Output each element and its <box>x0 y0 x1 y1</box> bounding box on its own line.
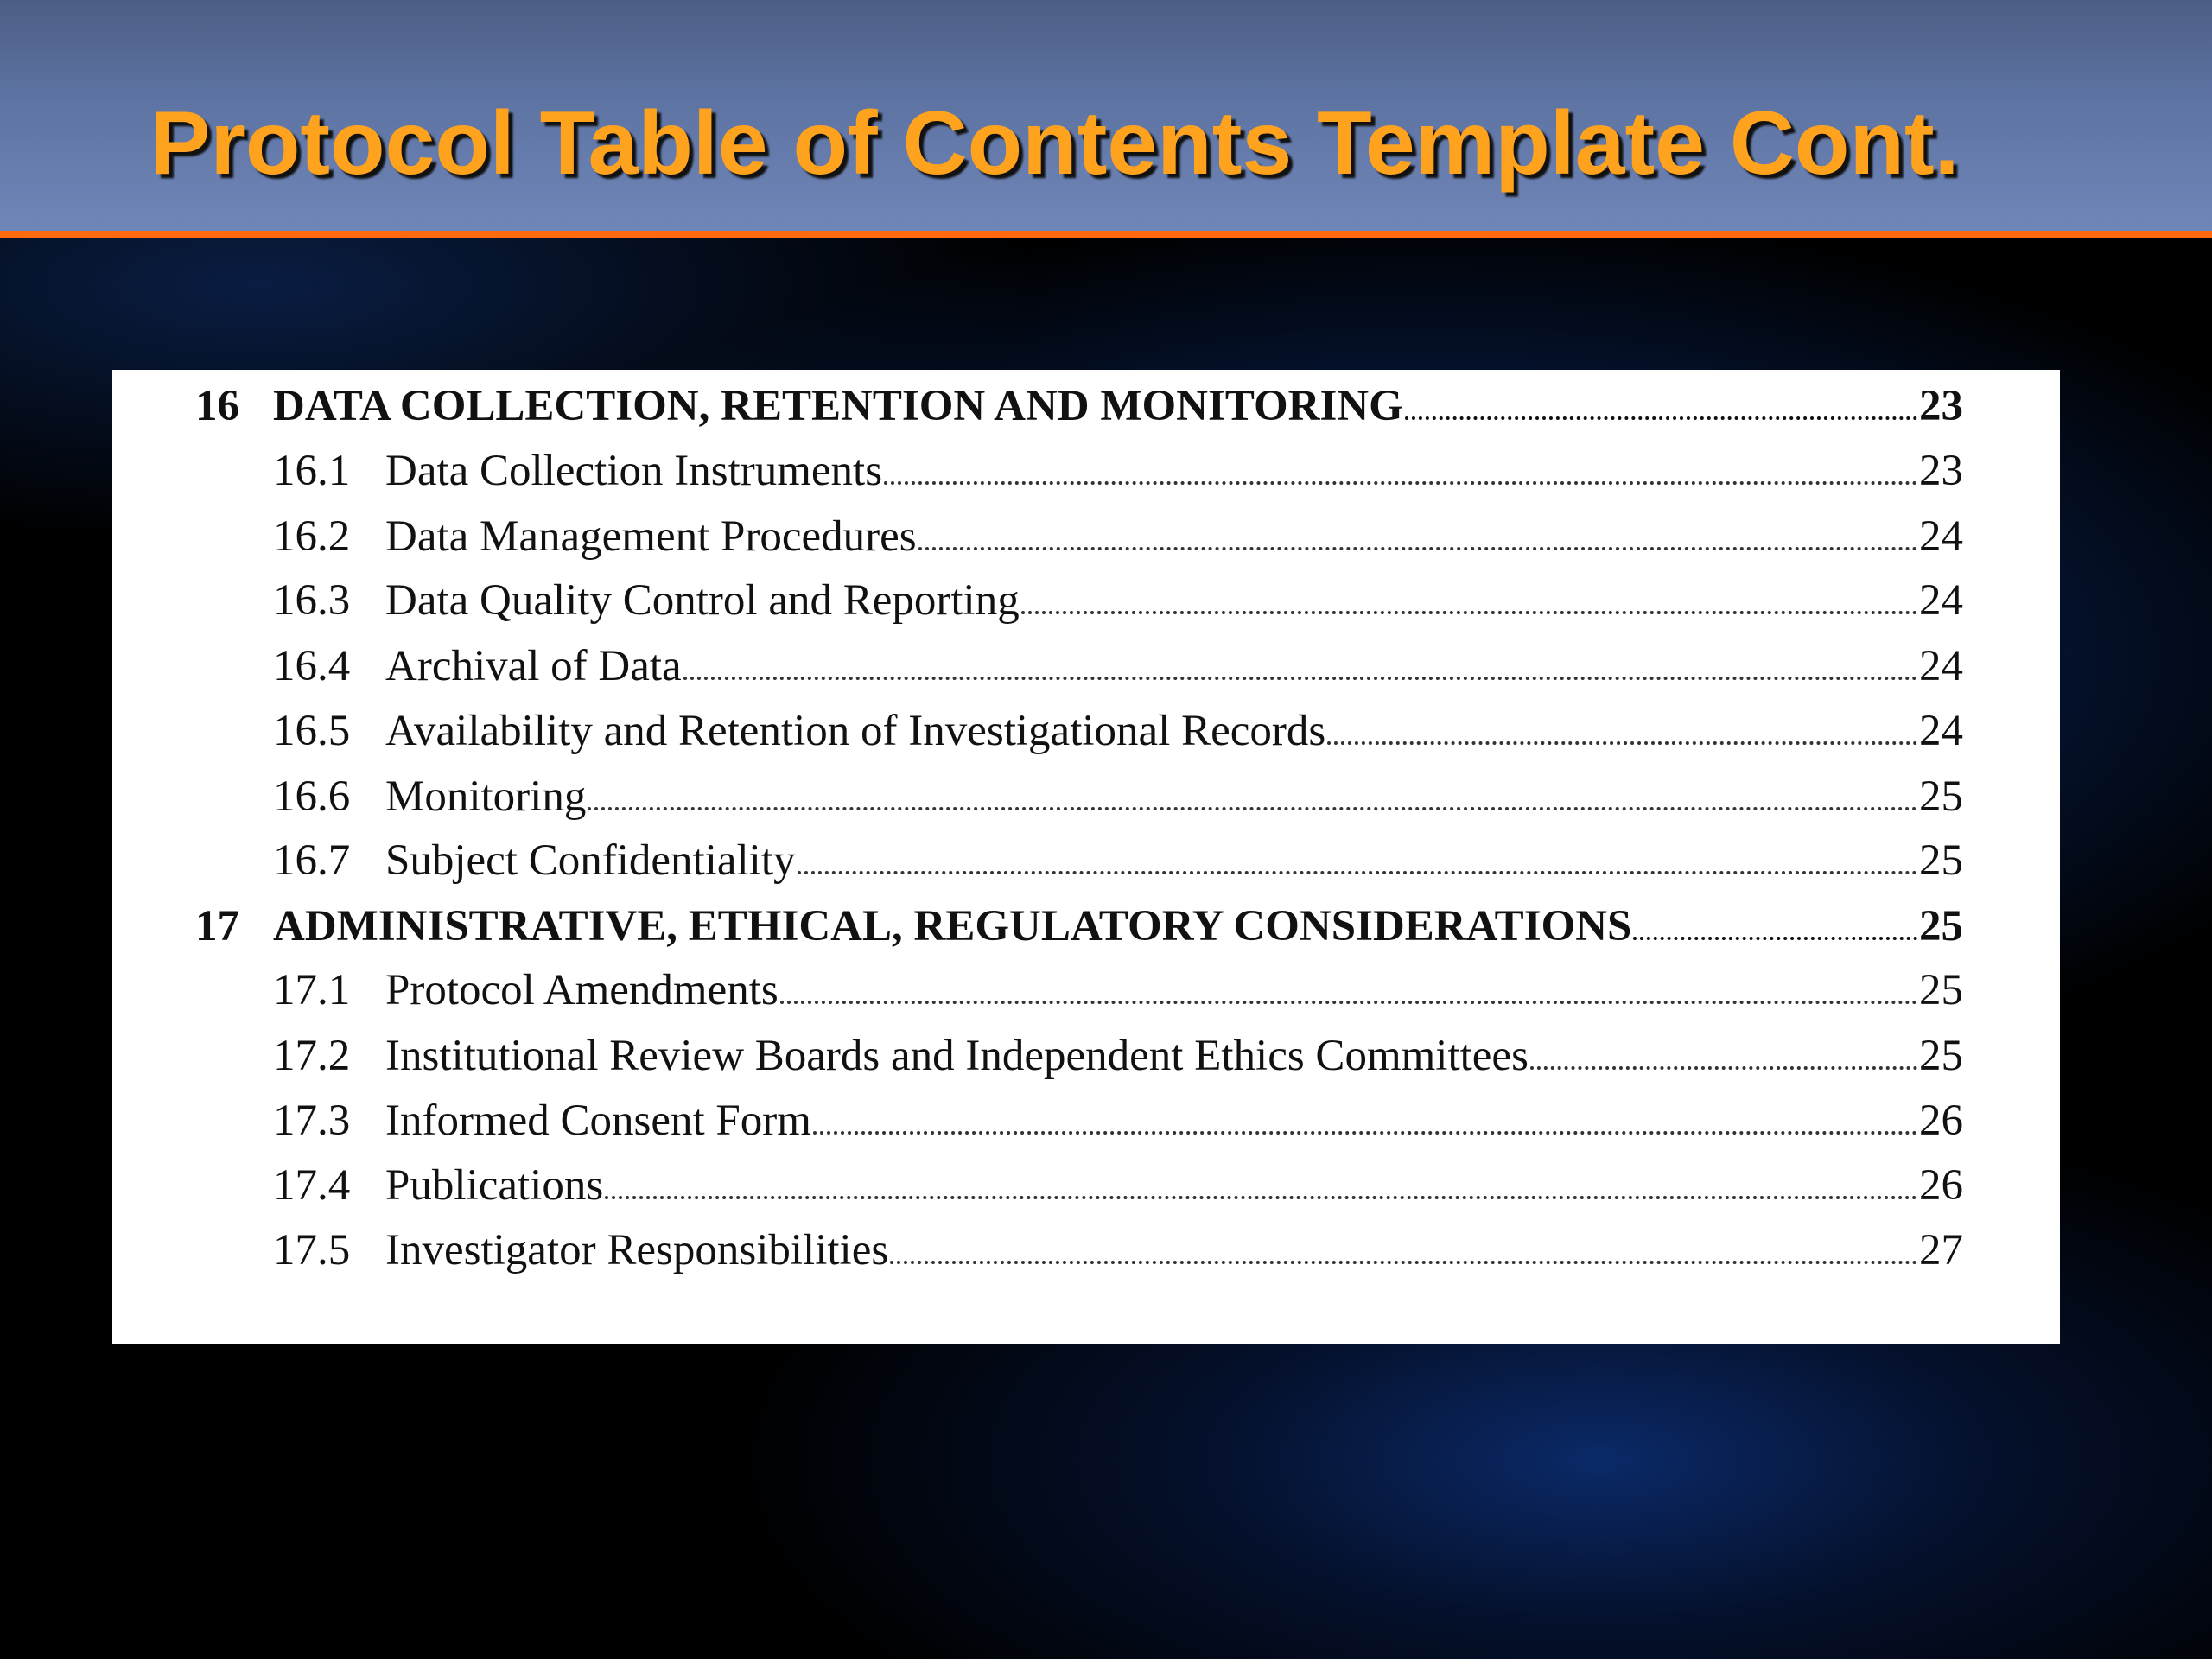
toc-entry-label: Monitoring <box>385 772 587 821</box>
toc-entry-number: 17.3 <box>273 1096 351 1145</box>
toc-entry-label: Informed Consent Form <box>385 1096 811 1145</box>
toc-entry-17-5 <box>112 1224 2060 1276</box>
toc-entry-number: 17.1 <box>273 966 351 1014</box>
toc-entry-number: 17.4 <box>273 1161 351 1210</box>
toc-entry-16-7 <box>112 835 2060 887</box>
toc-entry-page: 25 <box>1919 1032 1963 1080</box>
toc-entry-16-5 <box>112 705 2060 757</box>
slide-title: Protocol Table of Contents Template Cont. <box>150 93 1960 194</box>
toc-entry-page: 27 <box>1919 1226 1963 1274</box>
toc-entry-page: 25 <box>1919 902 1963 950</box>
dot-leader <box>1327 741 1917 745</box>
toc-entry-number: 16.4 <box>273 642 351 690</box>
toc-entry-label: Publications <box>385 1161 604 1210</box>
toc-entry-16-3 <box>112 575 2060 626</box>
dot-leader <box>683 677 1917 680</box>
toc-entry-number: 17.2 <box>273 1032 351 1080</box>
dot-leader <box>798 871 1917 874</box>
dot-leader <box>780 1001 1917 1004</box>
toc-entry-16-2 <box>112 511 2060 563</box>
toc-entry-label: Data Management Procedures <box>385 512 917 561</box>
dot-leader <box>813 1131 1917 1135</box>
toc-entry-17-4 <box>112 1160 2060 1211</box>
toc-entry-number: 17.5 <box>273 1226 351 1274</box>
toc-entry-page: 24 <box>1919 642 1963 690</box>
toc-entry-label: Subject Confidentiality <box>385 836 796 885</box>
toc-entry-number: 16.1 <box>273 447 351 495</box>
dot-leader <box>918 547 1917 550</box>
dot-leader <box>884 481 1917 485</box>
dot-leader <box>1633 937 1917 940</box>
toc-entry-label: Archival of Data <box>385 642 682 690</box>
toc-entry-label: Investigator Responsibilities <box>385 1226 889 1274</box>
toc-entry-page: 23 <box>1919 447 1963 495</box>
toc-entry-16 <box>112 380 2060 432</box>
toc-entry-page: 24 <box>1919 512 1963 561</box>
toc-entry-number: 16 <box>195 382 239 430</box>
toc-entry-page: 26 <box>1919 1096 1963 1145</box>
toc-entry-page: 24 <box>1919 576 1963 625</box>
toc-entry-number: 16.7 <box>273 836 351 885</box>
toc-entry-label: Institutional Review Boards and Independent Ethics Committees <box>385 1032 1529 1080</box>
toc-entry-page: 25 <box>1919 836 1963 885</box>
toc-entry-17-2 <box>112 1030 2060 1082</box>
toc-entry-16-6 <box>112 771 2060 823</box>
toc-entry-label: Data Collection Instruments <box>385 447 883 495</box>
dot-leader <box>1530 1066 1917 1070</box>
toc-entry-17 <box>112 900 2060 952</box>
toc-entry-page: 25 <box>1919 772 1963 821</box>
toc-entry-16-1 <box>112 445 2060 497</box>
toc-entry-number: 16.5 <box>273 707 351 755</box>
toc-entry-number: 16.3 <box>273 576 351 625</box>
toc-entry-page: 23 <box>1919 382 1963 430</box>
toc-entry-page: 25 <box>1919 966 1963 1014</box>
dot-leader <box>605 1196 1917 1199</box>
toc-entry-label: Availability and Retention of Investigational Records <box>385 707 1326 755</box>
dot-leader <box>1405 416 1917 420</box>
dot-leader <box>1021 611 1917 614</box>
dot-leader <box>588 807 1917 810</box>
table-of-contents <box>112 370 2060 1344</box>
toc-entry-16-4 <box>112 640 2060 692</box>
toc-entry-label: Protocol Amendments <box>385 966 779 1014</box>
toc-entry-label: DATA COLLECTION, RETENTION AND MONITORING <box>273 382 1403 430</box>
toc-entry-page: 24 <box>1919 707 1963 755</box>
toc-entry-number: 16.2 <box>273 512 351 561</box>
toc-entry-number: 17 <box>195 902 239 950</box>
slide-header <box>0 0 2212 238</box>
toc-entry-page: 26 <box>1919 1161 1963 1210</box>
toc-entry-label: Data Quality Control and Reporting <box>385 576 1020 625</box>
dot-leader <box>890 1261 1917 1264</box>
toc-entry-17-3 <box>112 1095 2060 1147</box>
toc-entry-17-1 <box>112 964 2060 1016</box>
toc-entry-number: 16.6 <box>273 772 351 821</box>
toc-entry-label: ADMINISTRATIVE, ETHICAL, REGULATORY CONSIDERATIONS <box>273 902 1632 950</box>
